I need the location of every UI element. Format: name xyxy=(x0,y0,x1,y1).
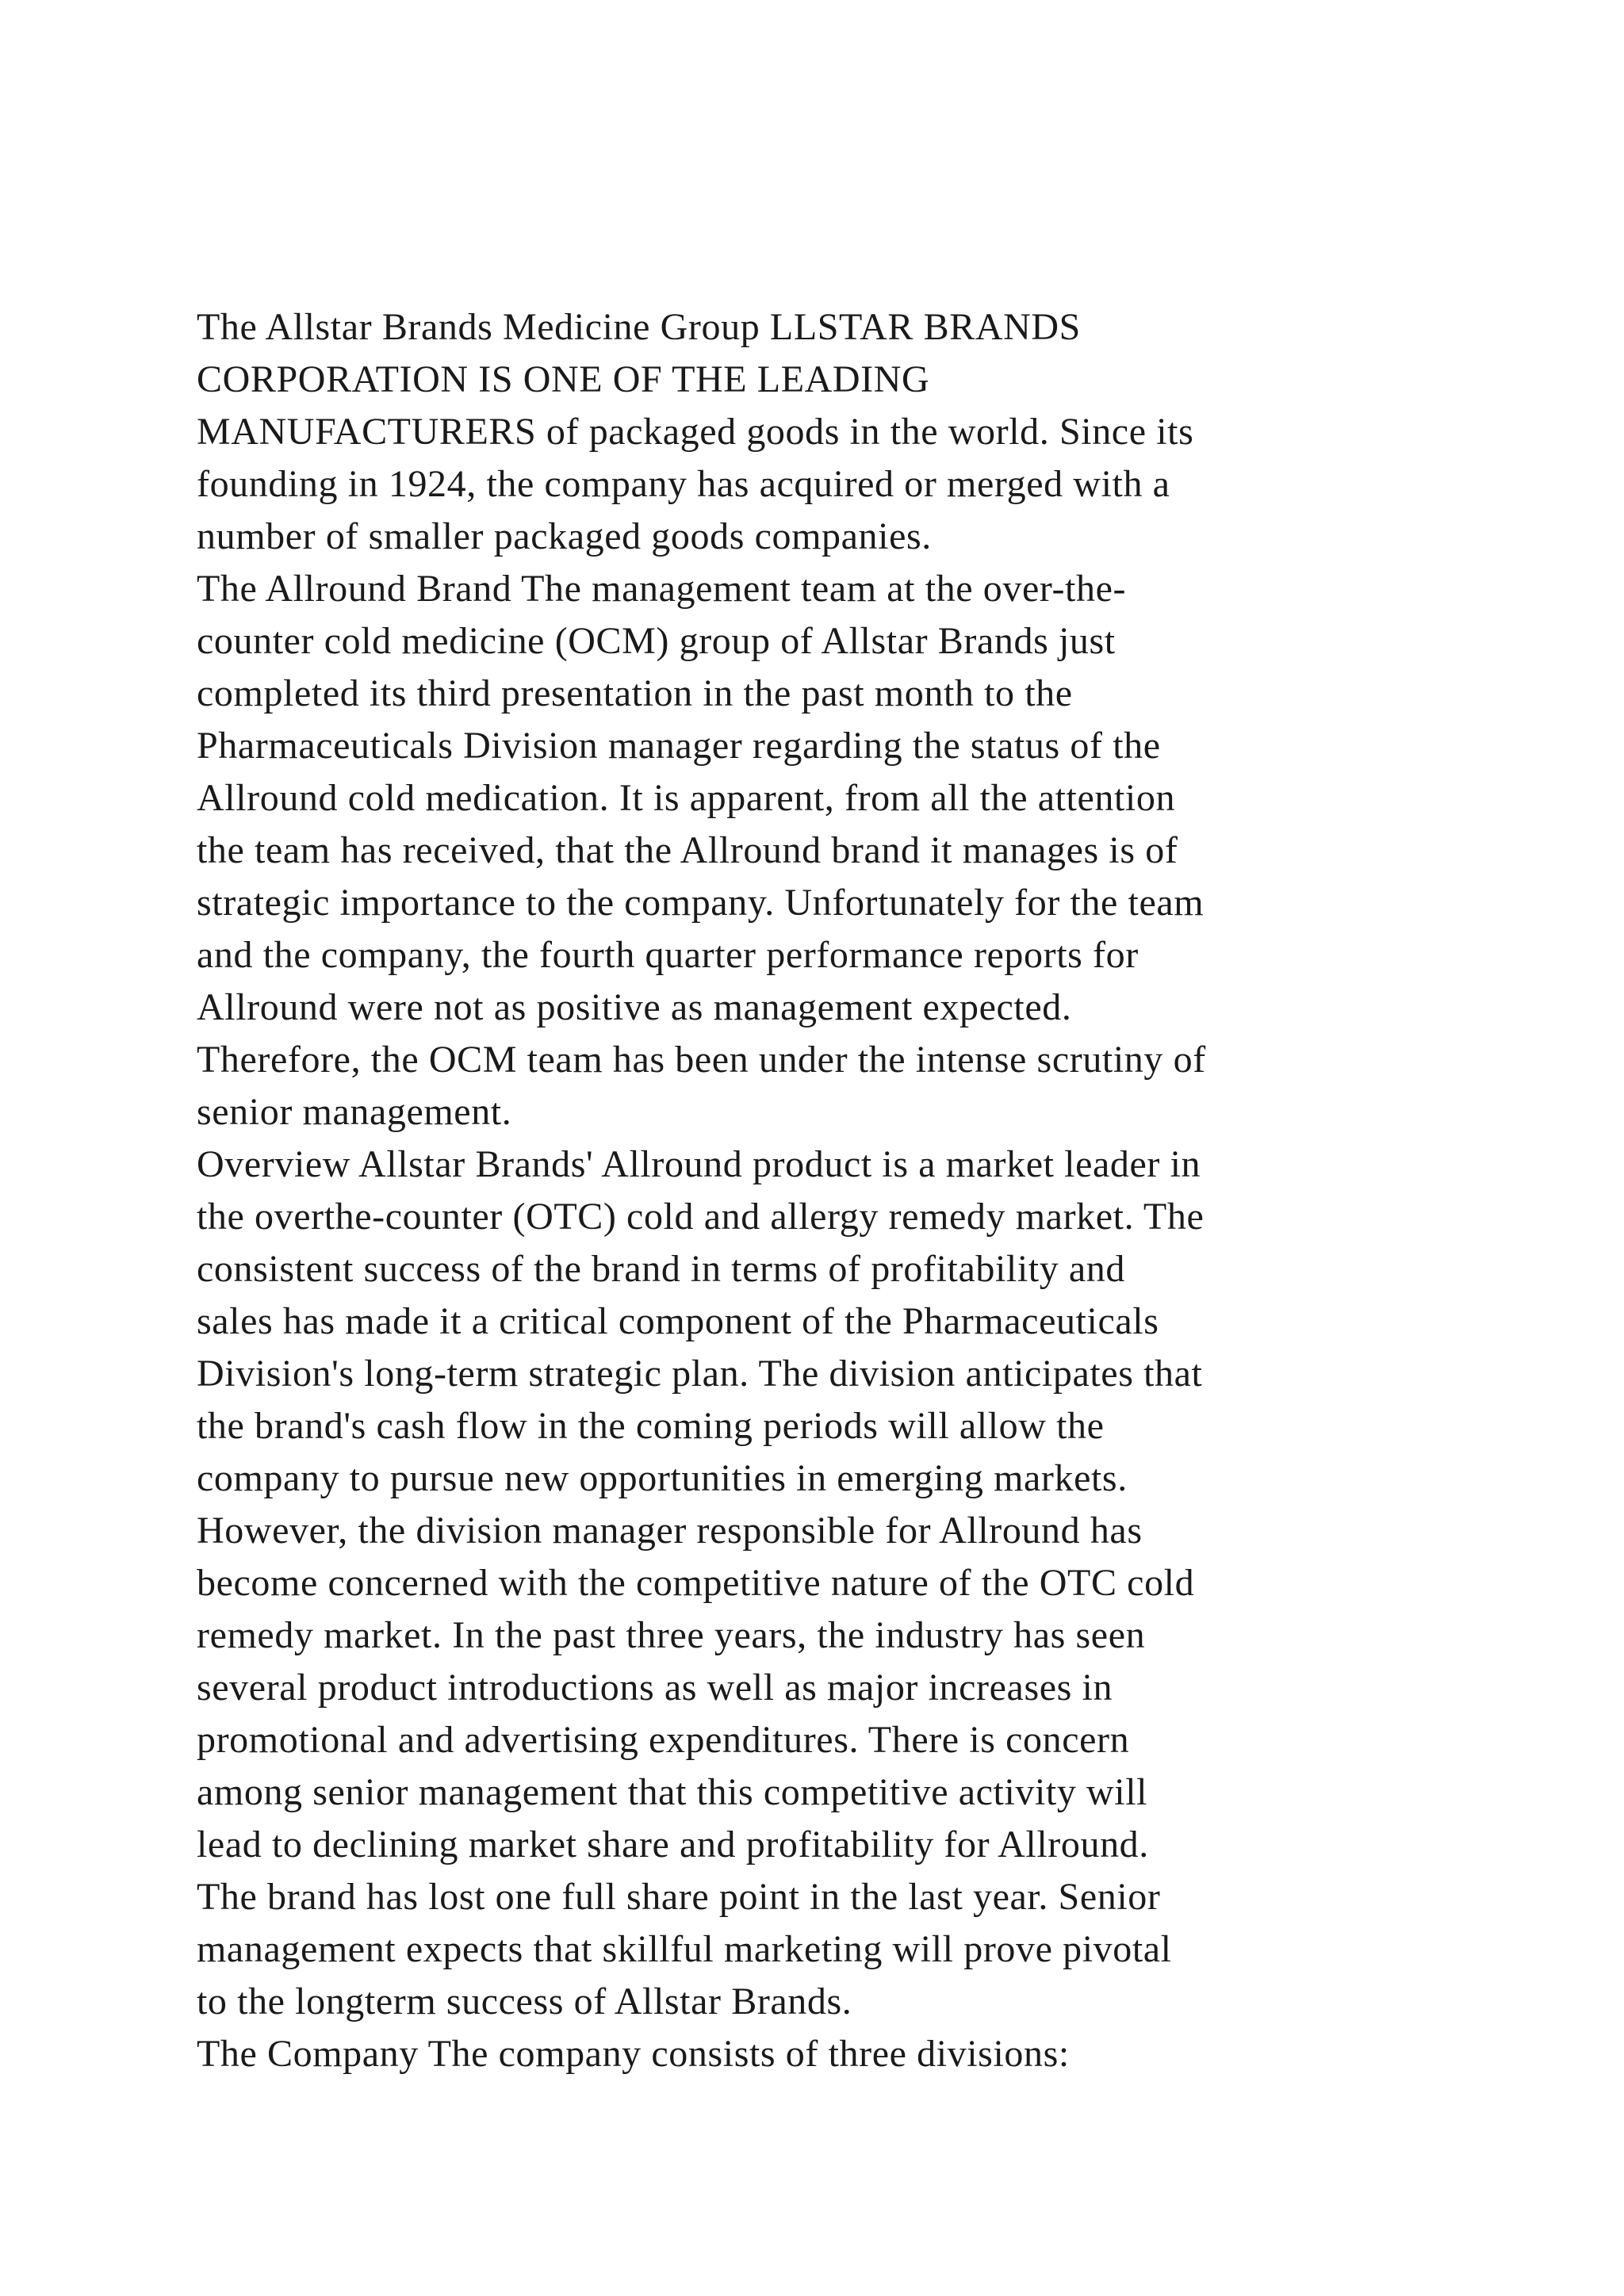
text-line: to the longterm success of Allstar Brands. xyxy=(197,1980,852,2022)
text-line: the brand's cash flow in the coming periods will allow the xyxy=(197,1405,1105,1447)
text-line: counter cold medicine (OCM) group of Allstar Brands just xyxy=(197,620,1116,662)
text-line: promotional and advertising expenditures. There is concern xyxy=(197,1719,1130,1761)
text-line: However, the division manager responsible for Allround has xyxy=(197,1510,1143,1552)
text-line: consistent success of the brand in terms of profitability and xyxy=(197,1248,1125,1290)
text-line: Allround were not as positive as management expected. xyxy=(197,986,1072,1028)
text-line: number of smaller packaged goods companies. xyxy=(197,515,932,557)
body-text xyxy=(197,301,1497,2080)
text-line: Overview Allstar Brands' Allround product is a market leader in xyxy=(197,1143,1201,1185)
text-line: The brand has lost one full share point in the last year. Senior xyxy=(197,1876,1161,1918)
text-line: completed its third presentation in the past month to the xyxy=(197,672,1073,714)
text-line: strategic importance to the company. Unfortunately for the team xyxy=(197,882,1205,924)
text-line: company to pursue new opportunities in emerging markets. xyxy=(197,1457,1128,1499)
text-line: and the company, the fourth quarter performance reports for xyxy=(197,934,1139,976)
text-line: The Company The company consists of three divisions: xyxy=(197,2033,1070,2075)
text-line: MANUFACTURERS of packaged goods in the world. Since its xyxy=(197,411,1194,453)
text-line: management expects that skillful marketing will prove pivotal xyxy=(197,1928,1172,1970)
text-line: Pharmaceuticals Division manager regarding the status of the xyxy=(197,725,1161,767)
text-line: sales has made it a critical component of the Pharmaceuticals xyxy=(197,1300,1159,1342)
text-line: several product introductions as well as major increases in xyxy=(197,1667,1113,1709)
text-line: founding in 1924, the company has acquired or merged with a xyxy=(197,463,1170,505)
text-line: Division's long-term strategic plan. The division anticipates that xyxy=(197,1353,1203,1395)
text-line: senior management. xyxy=(197,1091,512,1133)
text-line: lead to declining market share and profitability for Allround. xyxy=(197,1823,1149,1866)
text-line: CORPORATION IS ONE OF THE LEADING xyxy=(197,358,930,400)
text-line: The Allstar Brands Medicine Group LLSTAR BRANDS xyxy=(197,306,1081,348)
text-line: the overthe-counter (OTC) cold and allergy remedy market. The xyxy=(197,1196,1205,1238)
text-line: The Allround Brand The management team at the over-the- xyxy=(197,568,1127,610)
text-line: among senior management that this competitive activity will xyxy=(197,1771,1148,1813)
text-line: become concerned with the competitive nature of the OTC cold xyxy=(197,1562,1195,1604)
text-line: Allround cold medication. It is apparent, from all the attention xyxy=(197,777,1176,819)
text-line: remedy market. In the past three years, the industry has seen xyxy=(197,1614,1146,1656)
text-line: Therefore, the OCM team has been under the intense scrutiny of xyxy=(197,1039,1206,1081)
text-line: the team has received, that the Allround brand it manages is of xyxy=(197,829,1178,871)
